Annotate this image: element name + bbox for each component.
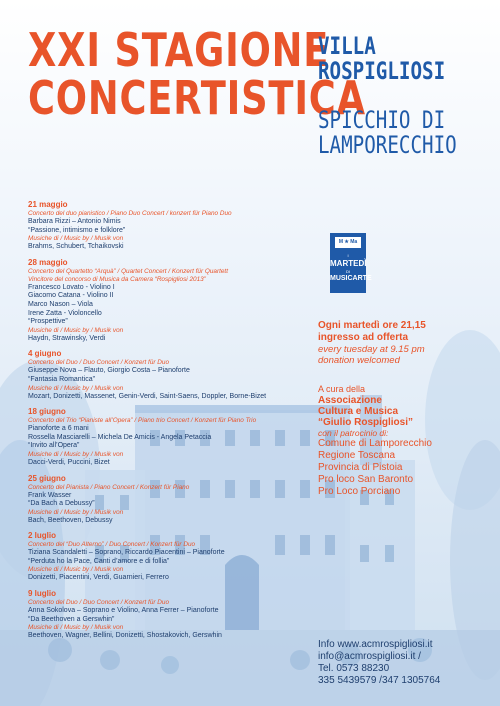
event-program-title: “Prospettive” <box>28 318 68 326</box>
sponsor-item: Regione Toscana <box>318 450 396 461</box>
event-date: 4 giugno <box>28 349 62 359</box>
event-item <box>28 200 328 252</box>
event-program-title: “Fantasia Romantica” <box>28 375 95 383</box>
event-composers: Beethoven, Wagner, Bellini, Donizetti, Shostakovich, Gerswhin <box>28 632 222 640</box>
music-by-label: Musiche di / Music by / Musik von <box>28 450 124 458</box>
venue-title-line-1: VILLA <box>318 32 376 60</box>
logo-text-line-2: MARTEDÌ <box>330 259 367 268</box>
patronage-label: con il patrocinio di: <box>318 428 389 438</box>
music-by-label: Musiche di / Music by / Musik von <box>28 624 124 632</box>
event-date: 28 maggio <box>28 257 68 267</box>
event-item <box>28 349 328 401</box>
logo-text-line-3: DI <box>346 269 350 274</box>
entry-text: ingresso ad offerta <box>318 332 409 343</box>
event-item <box>28 589 328 641</box>
event-item <box>28 531 328 583</box>
event-award-note: Vincitore del concorso di Musica da Camera “Rospigliosi 2013” <box>28 275 206 283</box>
sponsor-item: Comune di Lamporecchio <box>318 438 432 449</box>
season-title-line-2: CONCERTISTICA <box>28 71 366 125</box>
event-composers: Donizetti, Piacentini, Verdi, Guarnieri, Ferrero <box>28 574 169 582</box>
logo-text-line-1: I <box>347 253 349 258</box>
martedi-musicarte-logo <box>330 233 372 293</box>
event-program-title: “Passione, intimismo e folklore” <box>28 226 126 234</box>
event-type: Concerto del “Duo Alterno” / Duo Concert / Konzert für Duo <box>28 541 196 549</box>
event-performers: Anna Sokolova – Soprano e Violino, Anna Ferrer – Pianoforte <box>28 607 219 615</box>
event-performers: Frank Wasser <box>28 491 72 499</box>
music-by-label: Musiche di / Music by / Musik von <box>28 326 124 334</box>
event-performer: Marco Nason – Viola <box>28 300 93 308</box>
event-composers: Haydn, Strawinsky, Verdi <box>28 334 106 342</box>
event-info <box>318 320 493 498</box>
event-date: 21 maggio <box>28 200 68 209</box>
event-performer: Irene Zatta - Violoncello <box>28 309 102 317</box>
event-date: 9 luglio <box>28 589 56 599</box>
event-program-title: “Da Bach a Debussy” <box>28 500 95 508</box>
contact-info <box>318 639 493 687</box>
event-item <box>28 407 328 467</box>
event-performers: Rossella Masciarelli – Michela De Amicis - Angela Petaccia <box>28 433 212 441</box>
email-link[interactable]: info@acmrospigliosi.it / <box>318 651 421 662</box>
music-by-label: Musiche di / Music by / Musik von <box>28 384 124 392</box>
mobile-numbers: 335 5439579 /347 1305764 <box>318 675 441 686</box>
season-title-line-1: XXI STAGIONE <box>28 23 330 77</box>
website-link[interactable]: Info www.acmrospigliosi.it <box>318 639 433 650</box>
venue-title <box>318 34 445 84</box>
season-title <box>28 23 366 125</box>
event-type: Concerto del Duo / Duo Concert / Konzert für Duo <box>28 599 170 607</box>
event-type: Concerto del Trio “Pianiste all’Opera” / Piano trio Concert / Konzert für Piano Trio <box>28 417 257 425</box>
event-type: Concerto del Quartetto “Arquà” / Quartet Concert / Konzert für Quartett <box>28 267 228 275</box>
logo-text-line-4: MUSICARTE <box>330 275 372 282</box>
event-performers: Tiziana Scandaletti – Soprano, Riccardo Piacentini – Pianoforte <box>28 549 225 557</box>
event-format: Pianoforte a 6 mani <box>28 425 89 433</box>
event-date: 2 luglio <box>28 531 56 541</box>
music-by-label: Musiche di / Music by / Musik von <box>28 508 124 516</box>
entry-english: donation welcomed <box>318 355 400 366</box>
schedule-english: every tuesday at 9.15 pm <box>318 344 425 355</box>
music-by-label: Musiche di / Music by / Musik von <box>28 235 124 243</box>
event-type: Concerto del duo pianistico / Piano Duo Concert / konzert für Piano Duo <box>28 210 232 217</box>
event-composers: Mozart, Donizetti, Massenet, Genin-Verdi, Saint-Saens, Doppler, Borne-Bizet <box>28 392 267 400</box>
sponsor-item: Provincia di Pistoia <box>318 462 403 473</box>
event-program-title: “Invito all’Opera” <box>28 442 80 450</box>
event-type: Concerto del Pianista / Piano Concert / Konzert für Piano <box>28 483 190 491</box>
event-program-title: “Da Beethoven a Gerswhin” <box>28 615 115 623</box>
event-performers: Barbara Rizzi – Antonio Nimis <box>28 218 121 225</box>
sponsor-item: Pro loco San Baronto <box>318 474 414 485</box>
event-performers: Giuseppe Nova – Flauto, Giorgio Costa – Pianoforte <box>28 367 190 375</box>
event-composers: Dacci-Verdi, Puccini, Bizet <box>28 458 110 466</box>
event-program-title: “Perduta ho la Pace, Canti d’amore e di follia” <box>28 557 170 565</box>
event-composers: Brahms, Schubert, Tchaikovski <box>28 243 124 251</box>
event-type: Concerto del Duo / Duo Concert / Konzert für Duo <box>28 359 170 367</box>
event-composers: Bach, Beethoven, Debussy <box>28 516 113 524</box>
association-name-line-2: Cultura e Musica <box>318 406 399 417</box>
event-item <box>28 258 328 344</box>
curated-by-label: A cura della <box>318 384 366 394</box>
phone-number: Tel. 0573 88230 <box>318 663 390 674</box>
music-by-label: Musiche di / Music by / Musik von <box>28 566 124 574</box>
venue-location-line-2: LAMPORECCHIO <box>318 131 457 159</box>
event-item <box>28 474 328 526</box>
schedule-text: Ogni martedì ore 21,15 <box>318 320 426 331</box>
event-performer: Giacomo Catana - Violino II <box>28 292 114 300</box>
event-date: 25 giugno <box>28 473 66 483</box>
logo-badge: M ★ Ma <box>335 237 361 248</box>
venue-title-line-2: ROSPIGLIOSI <box>318 57 446 85</box>
association-name-line-1: Associazione <box>318 395 382 406</box>
event-performer: Francesco Lovato - Violino I <box>28 283 115 291</box>
association-name-line-3: “Giulio Rospigliosi” <box>318 417 413 428</box>
venue-location-line-1: SPICCHIO DI <box>318 106 446 134</box>
concert-program <box>28 200 328 647</box>
event-date: 18 giugno <box>28 407 66 417</box>
venue-location <box>318 108 457 158</box>
sponsor-item: Pro Loco Porciano <box>318 486 401 497</box>
